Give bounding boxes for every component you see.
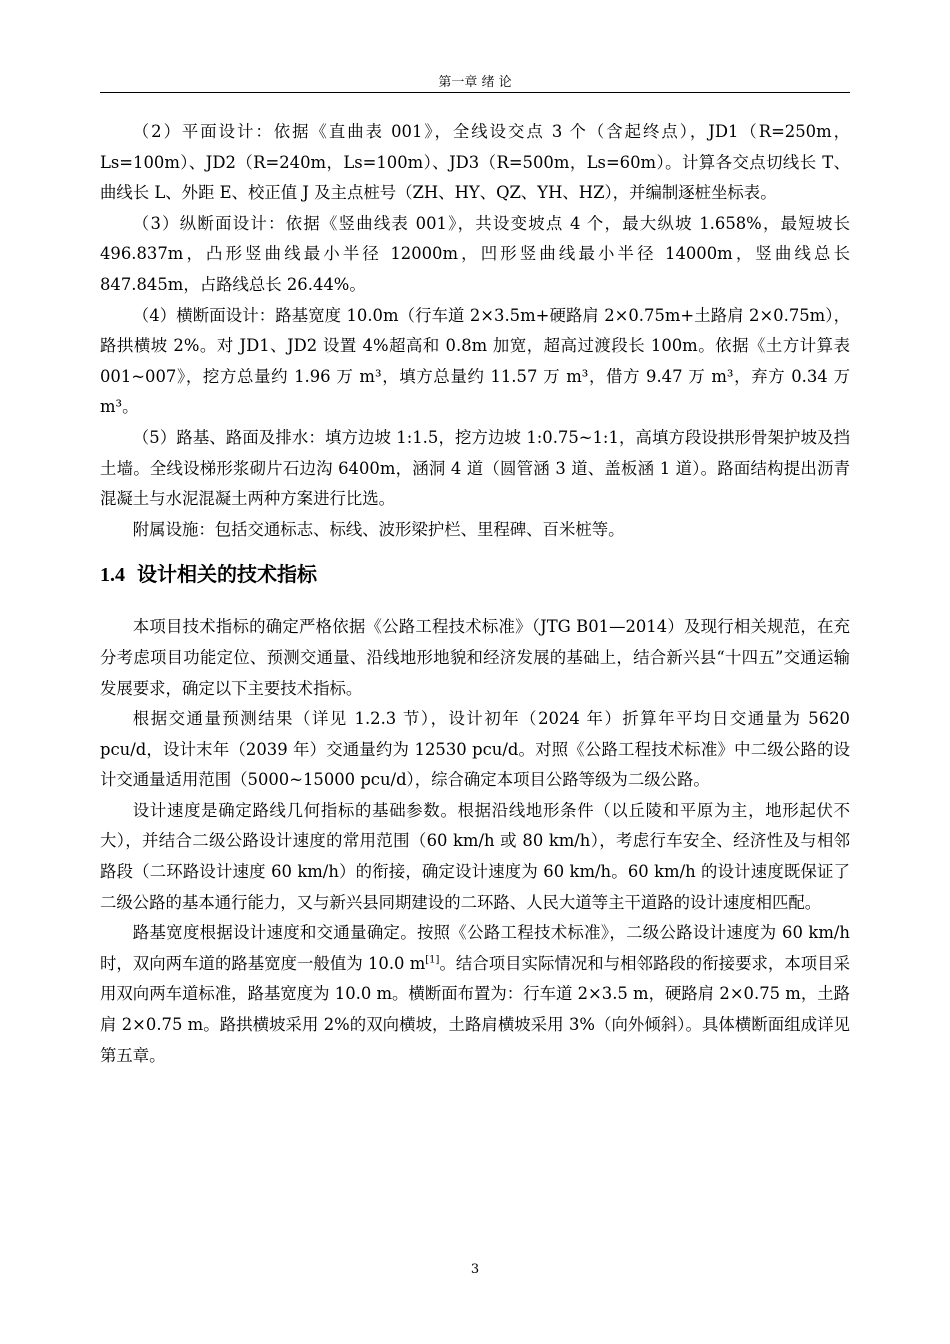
paragraph-subgrade-width — [100, 918, 850, 1071]
section-title: 设计相关的技术指标 — [137, 562, 317, 587]
page-body — [100, 117, 850, 1071]
paragraph-standards-basis: 本项目技术指标的确定严格依据《公路工程技术标准》（JTG B01—2014）及现行相关规范，在充分考虑项目功能定位、预测交通量、沿线地形地貌和经济发展的基础上，结合新兴县“十四五”交通运输发展要求，确定以下主要技术指标。 — [100, 617, 850, 698]
header-rule — [100, 92, 850, 93]
running-header: 第一章 绪 论 — [438, 75, 512, 90]
paragraph-ancillary-facilities: 附属设施：包括交通标志、标线、波形梁护栏、里程碑、百米桩等。 — [132, 519, 625, 539]
page-number: 3 — [470, 1262, 480, 1277]
paragraph-design-speed: 设计速度是确定路线几何指标的基础参数。根据沿线地形条件（以丘陵和平原为主，地形起伏不大），并结合二级公路设计速度的常用范围（60 km/h 或 80 km/h），考虑行车安全、经济性及与相邻路段（二环路设计速度 60 km/h）的衔接，确定设计速度为 60 km/h。60 km/h 的设计速度既保证了二级公路的基本通行能力，又与新兴县同期建设的二环路、人民大道等主干道路的设计速度相匹配。 — [100, 800, 850, 912]
section-number: 1.4 — [100, 564, 125, 587]
paragraph-cross-section-design: （4）横断面设计：路基宽度 10.0m（行车道 2×3.5m+硬路肩 2×0.75m+土路肩 2×0.75m），路拱横坡 2%。对 JD1、JD2 设置 4%超高和 0.8m 加宽，超高过渡段长 100m。依据《土方计算表 001~007》，挖方总量约 1.96 万 m³，填方总量约 11.57 万 m³，借方 9.47 万 m³，弃方 0.34 万 m³。 — [100, 305, 850, 417]
paragraph-profile-design: （3）纵断面设计：依据《竖曲线表 001》，共设变坡点 4 个，最大纵坡 1.658%，最短坡长 496.837m，凸形竖曲线最小半径 12000m，凹形竖曲线最小半径 14000m，竖曲线总长 847.845m，占路线总长 26.44%。 — [100, 213, 850, 294]
section-heading — [100, 559, 850, 590]
subgrade-width-text: 路基宽度根据设计速度和交通量确定。按照《公路工程技术标准》，二级公路设计速度为 60 km/h 时，双向两车道的路基宽度一般值为 10.0 m — [100, 923, 850, 973]
paragraph-subgrade-pavement: （5）路基、路面及排水：填方边坡 1:1.5，挖方边坡 1:0.75~1:1，高填方段设拱形骨架护坡及挡土墙。全线设梯形浆砌片石边沟 6400m，涵洞 4 道（圆管涵 3 道、盖板涵 1 道）。路面结构提出沥青混凝土与水泥混凝土两种方案进行比选。 — [100, 427, 850, 509]
subgrade-width-text-cont: 。结合项目实际情况和与相邻路段的衔接要求，本项目采用双向两车道标准，路基宽度为 10.0 m。横断面布置为：行车道 2×3.5 m，硬路肩 2×0.75 m，土路肩 2×0.75 m。路拱横坡采用 2%的双向横坡，土路肩横坡采用 3%（向外倾斜）。具体横断面组成详见第五章。 — [100, 953, 850, 1065]
paragraph-road-grade: 根据交通量预测结果（详见 1.2.3 节），设计初年（2024 年）折算年平均日交通量为 5620 pcu/d，设计末年（2039 年）交通量约为 12530 pcu/d。对照《公路工程技术标准》中二级公路的设计交通量适用范围（5000~15000 pcu/d），综合确定本项目公路等级为二级公路。 — [100, 709, 850, 790]
paragraph-plan-design: （2）平面设计：依据《直曲表 001》，全线设交点 3 个（含起终点），JD1（R=250m，Ls=100m）、JD2（R=240m，Ls=100m）、JD3（R=500m，Ls=60m）。计算各交点切线长 T、曲线长 L、外距 E、校正值 J 及主点桩号（ZH、HY、QZ、YH、HZ），并编制逐桩坐标表。 — [100, 122, 850, 203]
citation-ref[interactable]: [1] — [425, 954, 440, 966]
